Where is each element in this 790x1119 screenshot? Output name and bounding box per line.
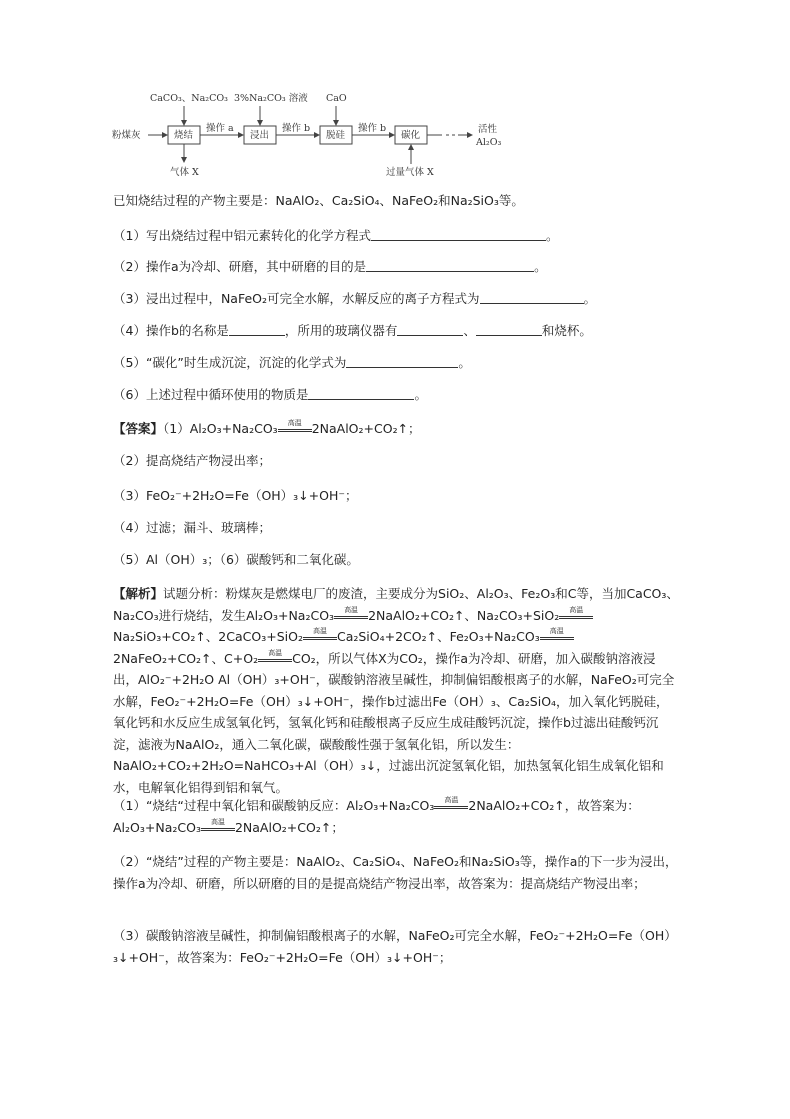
step-carbonate: 碳化 (401, 130, 421, 141)
reagent-label-3: CaO (326, 93, 347, 104)
reaction-condition: 高温 (334, 609, 368, 621)
op-label-b2: 操作 b (358, 123, 387, 134)
reagent-label-1: CaCO₃、Na₂CO₃ (150, 93, 228, 104)
analysis-step-3: （3）碳酸钠溶液呈碱性，抑制偏铝酸根离子的水解，NaFeO₂可完全水解，FeO₂⁻+2H₂O=Fe（OH）₃↓+OH⁻，故答案为：FeO₂⁻+2H₂O=Fe（OH）₃↓+OH⁻； (113, 928, 677, 965)
process-flowchart (110, 88, 530, 184)
gas-in-label: 过量气体 X (386, 167, 434, 178)
reaction-condition: 高温 (540, 630, 574, 642)
op-label-a: 操作 a (206, 123, 234, 134)
answer-blank (346, 355, 458, 368)
answer-blank (308, 387, 414, 400)
question-3: （3）浸出过程中，NaFeO₂可完全水解，水解反应的离子方程式为 。 (113, 291, 597, 306)
reagent-label-2: 3%Na₂CO₃ 溶液 (234, 93, 308, 104)
step-sinter: 烧结 (174, 130, 194, 141)
analysis-step-1: （1）“烧结“过程中氧化铝和碳酸钠反应：Al₂O₃+Na₂CO₃ 高温 2NaAlO₂+CO₂↑，故答案为：Al₂O₃+Na₂CO₃ 高温 2NaAlO₂+CO₂↑； (113, 796, 640, 835)
answer-blank (371, 228, 546, 241)
reaction-condition: 高温 (434, 799, 468, 811)
answer-blank (229, 323, 285, 336)
answer-2: （2）提高烧结产物浸出率； (113, 453, 271, 468)
reaction-condition: 高温 (278, 422, 312, 434)
raw-material-label: 粉煤灰 (112, 130, 141, 141)
reaction-condition: 高温 (201, 821, 235, 833)
analysis-paragraph: 【解析】试题分析：粉煤灰是燃煤电厂的废渣，主要成分为SiO₂、Al₂O₃、Fe₂O₃和C等，当加CaCO₃、Na₂CO₃进行烧结，发生Al₂O₃+Na₂CO₃ 高温 2NaAlO₂+CO₂↑、Na₂CO₃+SiO₂ 高温 Na₂SiO₃+CO₂↑、2CaCO₃+SiO₂ 高温 Ca₂SiO₄+2CO₂↑、Fe₂O₃+Na₂CO₃ 高温 2NaFeO₂+CO₂↑、C+O₂ 高温 CO₂，所以气体X为CO₂，操作a为冷却、研磨，加入碳酸钠溶液浸出，AlO₂⁻+2H₂O Al（OH）₃+OH⁻，碳酸钠溶液呈碱性，抑制偏铝酸根离子的水解，NaFeO₂可完全水解，FeO₂⁻+2H₂O=Fe（OH）₃↓+OH⁻，操作b过滤出Fe（OH）₃、Ca₂SiO₄，加入氧化钙脱硅，氧化钙和水反应生成氢氧化钙，氢氧化钙和硅酸根离子反应生成硅酸钙沉淀，操作b过滤出硅酸钙沉淀，滤液为NaAlO₂，通入二氧化碳，碳酸酸性强于氢氧化铝，所以发生：NaAlO₂+CO₂+2H₂O=NaHCO₃+Al（OH）₃↓，过滤出沉淀氢氧化铝，加热氢氧化铝生成氧化铝和水，电解氧化铝得到铝和氧气。 (113, 586, 679, 795)
question-5: （5）“碳化”时生成沉淀，沉淀的化学式为 。 (113, 355, 471, 370)
question-4: （4）操作b的名称是 ，所用的玻璃仪器有 、 和烧杯。 (113, 323, 592, 338)
analysis-label: 【解析】 (113, 586, 164, 601)
step-leach: 浸出 (250, 130, 270, 141)
gas-out-label: 气体 X (170, 167, 199, 178)
step-desilicate: 脱硅 (326, 130, 346, 141)
reaction-condition: 高温 (303, 630, 337, 642)
reaction-condition: 高温 (258, 652, 292, 664)
answer-blank (480, 291, 584, 304)
product-label-2: Al₂O₃ (476, 137, 502, 148)
op-label-b1: 操作 b (282, 123, 311, 134)
analysis-step-2: （2）“烧结”过程的产物主要是：NaAlO₂、Ca₂SiO₄、NaFeO₂和Na₂SiO₃等，操作a的下一步为浸出，操作a为冷却、研磨，所以研磨的目的是提高烧结产物浸出率，故答案为：提高烧结产物浸出率； (113, 854, 678, 891)
answer-blank (476, 323, 542, 336)
answer-5: （5）Al（OH）₃；（6）碳酸钙和二氧化碳。 (113, 552, 359, 567)
question-6: （6）上述过程中循环使用的物质是 。 (113, 387, 427, 402)
answer-label: 【答案】 (113, 421, 164, 436)
question-1: （1）写出烧结过程中铝元素转化的化学方程式 。 (113, 228, 559, 243)
answer-blank (366, 259, 534, 272)
answer-4: （4）过滤；漏斗、玻璃棒； (113, 520, 271, 535)
answer-blank (397, 323, 463, 336)
answer-3: （3）FeO₂⁻+2H₂O=Fe（OH）₃↓+OH⁻； (113, 488, 358, 503)
question-2: （2）操作a为冷却、研磨，其中研磨的目的是 。 (113, 259, 547, 274)
answer-1: 【答案】（1）Al₂O₃+Na₂CO₃ 高温 2NaAlO₂+CO₂↑； (113, 419, 421, 436)
reaction-condition: 高温 (559, 609, 593, 621)
intro-text: 已知烧结过程的产物主要是：NaAlO₂、Ca₂SiO₄、NaFeO₂和Na₂SiO₃等。 (113, 193, 524, 208)
product-label-1: 活性 (478, 124, 498, 135)
